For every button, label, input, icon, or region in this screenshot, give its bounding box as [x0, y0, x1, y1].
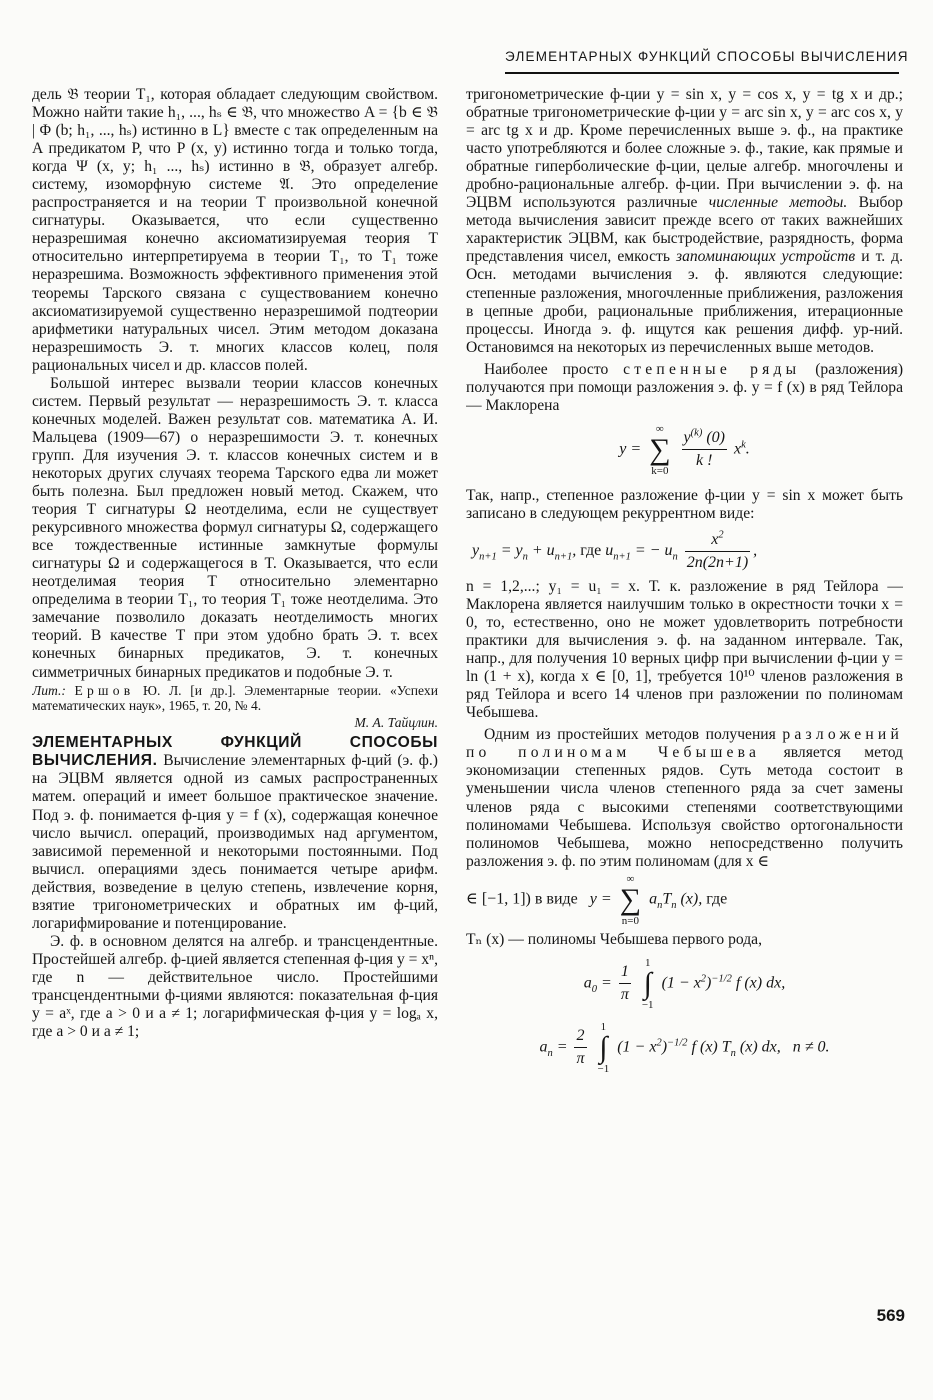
term-numerical-methods: численные методы. [708, 194, 848, 212]
running-header: ЭЛЕМЕНТАРНЫХ ФУНКЦИЙ СПОСОБЫ ВЫЧИСЛЕНИЯ [505, 49, 909, 64]
chebyshev-series-formula: ∈ [−1, 1]) в виде y = ∞ ∑ n=0 $a_nT_n$ (x), где [466, 872, 728, 927]
paragraph [466, 726, 903, 870]
paragraph: Так, напр., степенное разложение ф-ции y = sin x может быть записано в следующем рекуррентном виде: [466, 486, 903, 522]
sum-symbol: ∞ ∑ n=0 [619, 872, 642, 927]
recurrence-formula: $y_{n+1} = y_n + u_{n+1}$, где $u_{n+1}$ = − $u_n$ $\frac{x^2}{2n(2n+1)}$ , [472, 529, 903, 574]
term-memory-devices: запоминающих устройств [676, 248, 856, 266]
text-span: (разложения) получаются при помощи разложения э. ф. y = f (x) в ряд Тейлора — Маклорена [466, 360, 903, 414]
an-coefficient-formula: $a_n$ = $\frac{2}{\pi}$ 1 ∫ −1 $(1 - x^2)^{-1/2}$ f (x) $T_n$ (x) dx, n ≠ 0. [539, 1020, 830, 1075]
right-column [466, 86, 903, 1356]
lit-author: Ершов [74, 682, 135, 698]
fraction: $\frac{2}{\pi}$ [576, 1027, 585, 1068]
lit-text: Ю. Л. [и др.]. Элементарные теории. «Успехи математических наук», 1965, т. 20, № 4. [32, 682, 438, 714]
fraction: $\frac{y^{(k)} (0)}{k !}$ [683, 428, 725, 470]
text-span: ∈ [−1, 1]) в виде [466, 890, 578, 908]
paragraph: Большой интерес вызвали теории классов конечных систем. Первый результат — неразрешимость Э. т. класса конечных моделей. Важен результат сов. математика А. И. Мальцева (1909—67) о неразрешимости Э. т. конечных групп. Для изучения Э. т. классов конечных систем и в некоторых других случаях теорема Тарского едва ли может быть полезна. Был предложен новый метод. Скажем, что теория T сигнатуры Ω неотделима, если не существует рекурсивного множества формул сигнатуры Ω, содержащего все тождественные истинные замкнутые формулы сигнатуры Ω и содержащегося в T. Оказывается, что если неотделимая теория T относительно элементарно определима в теории T₁, то теория T₁ тоже неотделима. Это замечание позволило доказать неотделимость многих теорий. В качестве T при этом удобно брать Э. т. всех конечных бинарных предикатов, Э. т. конечных симметричных бинарных предикатов и подобные Э. т. [32, 374, 438, 681]
lit-label: Лит.: [32, 682, 66, 698]
integral-symbol: 1 ∫ −1 [597, 1020, 610, 1075]
paragraph: дель 𝔅 теории T₁, которая обладает следующим свойством. Можно найти такие h₁, ..., hₛ ∈ 𝔅, что множество A = {b ∈ 𝔅 | Φ (b; h₁, ..., hₛ) истинно в L} вместе с так определенным на A предикатом P, что P (x, y) истинно тогда и только тогда, когда Ψ (x, y; h₁ ..., hₛ) истинно в 𝔅, образует алгебр. систему, изоморфную системе 𝔄. Это определение распространяется и на теории T произвольной конечной сигнатуры. Оказывается, что если существенно неразрешимая конечно аксиоматизируемая теория T относительно интерпретируема в теории T₁, то T₁ тоже неразрешима. Возможность эффективного применения этой теоремы Тарского связана с существованием конечно аксиоматизируемой существенно неразрешимой подтеории арифметики натуральных чисел. Этим методом доказана неразрешимость Э. т. многих классов колец, поля рациональных чисел и др. классов полей. [32, 86, 438, 374]
integral-symbol: 1 ∫ −1 [641, 956, 654, 1011]
paragraph [466, 361, 903, 415]
text-span: Одним из простейших методов получения [484, 726, 776, 744]
text-span: Выбор метода вычисления зависит прежде всего от таких важнейших характеристик ЭЦВМ, как быстродействие, разрядность, форма представления чисел, емкость [466, 194, 903, 266]
term-chebyshev-expansions: разложений по полиномам Чебышева [466, 726, 903, 762]
paragraph: Э. ф. в основном делятся на алгебр. и трансцендентные. Простейшей алгебр. ф-цией является степенная ф-ция y = xⁿ, где n — действительное число. Простейшими трансцендентными ф-циями являются: показательная ф-ция y = aˣ, где a > 0 и a ≠ 1; логарифмическая ф-ция y = logₐ x, где a > 0 и a ≠ 1; [32, 932, 438, 1041]
term-power-series: степенные ряды [623, 360, 801, 378]
left-column [32, 86, 438, 1356]
text-span: Наиболее просто [484, 360, 609, 378]
text-span: тригонометрические ф-ции y = sin x, y = cos x, y = tg x и др.; обратные тригонометрические ф-ции y = arc sin x, y = arc cos x, y = arc tg x и др. Кроме перечисленных выше э. ф., на практике часто употребляются и более сложные э. ф., такие, как прямые и обратные гиперболические ф-ции, целые алгебр. многочлены и дробно-рациональные алгебр. ф-ции. При вычислении э. ф. на ЭЦВМ используются различные [466, 86, 903, 212]
paragraph: n = 1,2,...; y₁ = u₁ = x. Т. к. разложение в ряд Тейлора — Маклорена является наилучшим только в окрестности точки x = 0, то, естественно, оно не может удовлетворить потребности практики для вычисления э. ф. на заданном интервале. Так, напр., для получения 10 верных цифр при вычислении ф-ции y = ln (1 + x), когда x ∈ [0, 1], требуется 10¹⁰ членов разложения в ряд Тейлора и всего 14 членов при разложении по полиномам Чебышева. [466, 577, 903, 722]
article-start [32, 734, 438, 933]
text-span: является метод экономизации степенных рядов. Суть метода состоит в уменьшении числа членов степенного ряда за счет замены членов ряда с высокими степенями соответствующими полиномами Чебышева. Используя свойство ортогональности полиномов Чебышева, можно непосредственно получить разложения э. ф. по этим полиномам (для x ∈ [466, 744, 903, 870]
paragraph: Tₙ (x) — полиномы Чебышева первого рода, [466, 930, 762, 948]
author-signature: М. А. Тайцлин. [354, 714, 438, 730]
page-number: 569 [876, 1306, 905, 1325]
paragraph: Вычисление элементарных ф-ций (э. ф.) на ЭЦВМ является одной из самых распространенных матем. операций и имеет большое практическое значение. Под э. ф. понимается ф-ция y = f (x), содержащая конечное число вычисл. операций, производимых над аргументом, зависимой переменной и некоторыми постоянными. Под вычисл. операциями здесь понимается четыре арифм. действия, возведение в целую степень, извлечение корня, взятие тригонометрических и обратных им ф-ций, логарифмирование и потенцирование. [32, 752, 438, 932]
text-span: и т. д. Осн. методами вычисления э. ф. являются следующие: степенные разложения, многочленные приближения, разложения в цепные дроби, рациональные приближения, итерационные процессы. Иногда э. ф. ищутся как решения дифф. ур-ний. Остановимся на некоторых из перечисленных выше методов. [466, 248, 903, 356]
a0-coefficient-formula: $a_0$ = $\frac{1}{\pi}$ 1 ∫ −1 $(1 - x^2)^{-1/2}$ f (x) dx, [583, 956, 786, 1011]
fraction: $\frac{x^2}{2n(2n+1)}$ [686, 529, 749, 571]
paragraph [466, 86, 903, 357]
taylor-series-formula: y = ∞ ∑ k=0 $\frac{y^{(k)} (0)}{k !}$ $x^k$. [619, 422, 750, 477]
sum-symbol: ∞ ∑ k=0 [649, 422, 671, 477]
literature-reference [32, 683, 438, 714]
article-title: ЭЛЕМЕНТАРНЫХ ФУНКЦИЙ СПОСОБЫ ВЫЧИСЛЕНИЯ. [32, 734, 438, 770]
header-rule [505, 72, 899, 74]
fraction: $\frac{1}{\pi}$ [620, 963, 629, 1004]
